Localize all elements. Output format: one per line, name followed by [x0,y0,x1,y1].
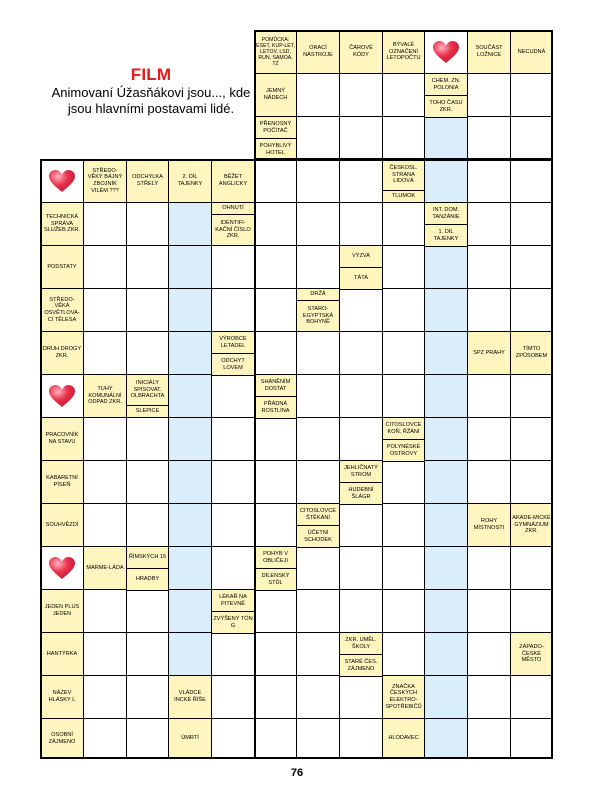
answer-cell[interactable] [168,331,212,375]
answer-cell[interactable] [211,503,255,547]
answer-cell[interactable] [382,632,425,676]
answer-cell[interactable] [339,503,383,547]
clue-cell: ČESKOSL. STRANA LIDOVÁ [382,159,425,191]
answer-cell[interactable] [168,417,212,461]
answer-cell[interactable] [126,417,169,461]
clue-cell: ODCHYLKA STŘELY [126,159,169,203]
answer-cell[interactable] [424,632,468,676]
answer-cell[interactable] [339,718,383,759]
clue-cell: SPZ PRAHY [467,331,511,375]
answer-cell[interactable] [296,589,340,633]
clue-cell: ODCHYT LOVEM [211,353,255,376]
clue-cell: TÍMTO ZPŮSOBEM [510,331,553,375]
answer-cell[interactable] [296,116,340,160]
answer-cell[interactable] [211,632,255,676]
clue-cell: POLYNÉSKÉ OSTROVY [382,439,425,462]
answer-cell[interactable] [510,73,553,117]
clue-cell: ÚMRTÍ [168,718,212,759]
answer-cell[interactable] [168,546,212,590]
answer-cell[interactable] [467,546,511,590]
answer-cell[interactable] [424,503,468,547]
answer-cell[interactable] [83,288,127,332]
answer-cell[interactable] [339,417,383,461]
answer-cell[interactable] [296,73,340,117]
answer-cell[interactable] [126,460,169,504]
answer-cell[interactable] [254,503,297,547]
answer-cell[interactable] [510,245,553,289]
clue-cell: STŘEDO-VĚKÝ BÁJNÝ ZBOJNÍK VILÉM ??? [83,159,127,203]
answer-cell[interactable] [339,589,383,633]
answer-cell[interactable] [339,202,383,246]
answer-cell[interactable] [211,245,255,289]
answer-cell[interactable] [424,460,468,504]
clue-cell: SOUČÁST LOŽNICE [467,30,511,74]
clue-cell: PODSTATY [40,245,84,289]
clue-cell: ŘÍMSKÝCH 15 [126,546,169,569]
heart-icon [40,374,84,418]
puzzle-title: FILM [130,65,172,84]
answer-cell[interactable] [296,460,340,504]
clue-cell: OSOBNÍ ZÁJMENO [40,718,84,759]
answer-cell[interactable] [83,718,127,759]
page-number: 76 [290,767,304,779]
answer-cell[interactable] [510,159,553,203]
answer-cell[interactable] [211,546,255,590]
clue-cell: HANTÝRKA [40,632,84,676]
clue-cell: VLÁDCE INCKÉ ŘÍŠE [168,675,212,719]
clue-cell: STŘEDO-VĚKÁ OSVĚTLOVA-CÍ TĚLESA [40,288,84,332]
answer-cell[interactable] [254,718,297,759]
clue-cell: STARÉ ČES. ZÁJMENO [339,654,383,677]
answer-cell[interactable] [339,675,383,719]
answer-cell[interactable] [382,460,425,504]
answer-cell[interactable] [467,589,511,633]
answer-cell[interactable] [339,331,383,375]
answer-cell[interactable] [382,73,425,117]
answer-cell[interactable] [254,202,297,246]
answer-cell[interactable] [126,202,169,246]
answer-cell[interactable] [510,546,553,590]
answer-cell[interactable] [126,718,169,759]
clue-cell: ZKR. UMĚL. ŠKOLY [339,632,383,655]
answer-cell[interactable] [83,460,127,504]
answer-cell[interactable] [296,159,340,203]
clue-cell: ZVÝŠENÝ TÓN G [211,611,255,634]
answer-cell[interactable] [424,245,468,289]
answer-cell[interactable] [467,632,511,676]
answer-cell[interactable] [83,417,127,461]
answer-cell[interactable] [467,202,511,246]
clue-cell: LÉKAŘ NA PITEVNĚ [211,589,255,612]
answer-cell[interactable] [168,202,212,246]
clue-cell: BĚŽET ANGLICKY [211,159,255,203]
clue-cell: INT. DOM. TANZÁNIE [424,202,468,225]
clue-cell: JEMNÝ NÁDECH [254,73,297,117]
clue-cell: SLEPICE [126,405,169,418]
clue-cell: HUDEBNÍ ŠLÁGR [339,482,383,505]
answer-cell[interactable] [254,675,297,719]
clue-cell: CHEM. ZN. POLONIA [424,73,468,96]
clue-cell: TOHO ČASU ZKR. [424,95,468,118]
answer-cell[interactable] [382,288,425,332]
clue-cell: CITOSLOVCE ŠTĚKÁNÍ [296,503,340,526]
clue-cell: VÝZVA [339,245,383,268]
answer-cell[interactable] [467,288,511,332]
answer-cell[interactable] [467,460,511,504]
answer-cell[interactable] [424,675,468,719]
answer-cell[interactable] [296,331,340,375]
heart-icon [40,159,84,203]
clue-cell: STARO-EGYPTSKÁ BOHYNĚ [296,300,340,332]
answer-cell[interactable] [211,460,255,504]
answer-cell[interactable] [296,245,340,289]
answer-cell[interactable] [211,417,255,461]
answer-cell[interactable] [339,374,383,418]
answer-cell[interactable] [126,675,169,719]
answer-cell[interactable] [510,374,553,418]
clue-cell: 2. DÍL TAJENKY [168,159,212,203]
answer-cell[interactable] [126,503,169,547]
answer-cell[interactable] [168,460,212,504]
answer-cell[interactable] [510,460,553,504]
answer-cell[interactable] [254,589,297,633]
answer-cell[interactable] [211,288,255,332]
answer-cell[interactable] [339,159,383,203]
clue-cell: ZÁPADO-ČESKÉ MĚSTO [510,632,553,676]
answer-cell[interactable] [168,632,212,676]
answer-cell[interactable] [424,288,468,332]
answer-cell[interactable] [467,718,511,759]
answer-cell[interactable] [211,675,255,719]
puzzle-subtitle: Animovaní Úžasňákovi jsou..., kde jsou hlavními postavami lidé. [51,85,251,116]
answer-cell[interactable] [467,374,511,418]
answer-cell[interactable] [296,546,340,590]
clue-cell: INICIÁLY SPISOVAT. OLBRACHTA [126,374,169,406]
answer-cell[interactable] [211,718,255,759]
answer-cell[interactable] [510,202,553,246]
clue-cell: KABARETNÍ PÍSEŇ [40,460,84,504]
answer-cell[interactable] [296,202,340,246]
answer-cell[interactable] [510,417,553,461]
clue-cell: JEHLIČNATÝ STROM [339,460,383,483]
answer-cell[interactable] [424,331,468,375]
answer-cell[interactable] [126,632,169,676]
clue-cell: 1. DÍL TAJENKY [424,224,468,247]
clue-cell: TÁTA [339,267,383,290]
answer-cell[interactable] [510,718,553,759]
heart-icon [424,30,468,74]
clue-cell: BÝVALÉ OZNAČENÍ LETOPOČTU [382,30,425,74]
answer-cell[interactable] [83,202,127,246]
clue-cell: AKADE-MICKÉ GYMNÁZIUM ZKR. [510,503,553,547]
answer-cell[interactable] [382,202,425,246]
answer-cell[interactable] [467,73,511,117]
clue-cell: SHÁNĚNÍM DOSTAT [254,374,297,397]
clue-cell: HLODAVEC [382,718,425,759]
clue-cell: PRACOVNÍK NA STAVU [40,417,84,461]
answer-cell[interactable] [382,589,425,633]
clue-cell: HRADBY [126,568,169,591]
answer-cell[interactable] [424,546,468,590]
answer-cell[interactable] [254,245,297,289]
clue-cell: TUHÝ KOMUNÁLNÍ ODPAD ZKR. [83,374,127,418]
clue-cell: SOUHVĚZDÍ [40,503,84,547]
answer-cell[interactable] [339,288,383,332]
clue-cell: IDENTIFI-KAČNÍ ČÍSLO ZKR. [211,214,255,246]
clue-cell: JEDEN PLUS JEDEN [40,589,84,633]
answer-cell[interactable] [467,675,511,719]
answer-cell[interactable] [510,675,553,719]
answer-cell[interactable] [467,116,511,160]
clue-cell: NECUDNÁ [510,30,553,74]
answer-cell[interactable] [296,718,340,759]
answer-cell[interactable] [296,374,340,418]
answer-cell[interactable] [83,632,127,676]
answer-cell[interactable] [254,159,297,203]
answer-cell[interactable] [168,503,212,547]
answer-cell[interactable] [339,116,383,160]
clue-cell: ÚČETNÍ SCHODEK [296,525,340,548]
answer-cell[interactable] [296,632,340,676]
answer-cell[interactable] [424,116,468,160]
answer-cell[interactable] [382,503,425,547]
clue-cell: DÍLENSKÝ STŮL [254,568,297,591]
answer-cell[interactable] [424,159,468,203]
answer-cell[interactable] [254,331,297,375]
answer-cell[interactable] [168,245,212,289]
answer-cell[interactable] [510,288,553,332]
answer-cell[interactable] [254,417,297,461]
answer-cell[interactable] [126,245,169,289]
clue-cell: ZNAČKA ČESKÝCH ELEKTRO-SPOTŘEBIČŮ [382,675,425,719]
clue-cell: POHYBLIVÝ HOTEL [254,138,297,161]
clue-cell: PŘÁDNÁ ROSTLINA [254,396,297,419]
answer-cell[interactable] [467,245,511,289]
answer-cell[interactable] [296,675,340,719]
clue-cell: ČÁROVÉ KÓDY [339,30,383,74]
answer-cell[interactable] [168,288,212,332]
answer-cell[interactable] [339,546,383,590]
heart-icon [40,546,84,590]
clue-cell: TECHNICKÁ SPRÁVA SLUŽEB ZKR. [40,202,84,246]
clue-cell: POHYB V OBLIČEJI [254,546,297,569]
answer-cell[interactable] [339,73,383,117]
answer-cell[interactable] [211,374,255,418]
clue-cell: NÁZEV HLÁSKY L [40,675,84,719]
answer-cell[interactable] [254,460,297,504]
answer-cell[interactable] [126,288,169,332]
answer-cell[interactable] [424,417,468,461]
answer-cell[interactable] [126,589,169,633]
clue-cell: DRUH DROGY ZKR. [40,331,84,375]
answer-cell[interactable] [467,159,511,203]
hint-box: POMŮCKA: ESET, KUP-LET, LETOV, LSD, RUN, SAMOA, TZ [254,30,297,74]
answer-cell[interactable] [510,589,553,633]
answer-cell[interactable] [296,417,340,461]
clue-cell: TLUMOK [382,190,425,203]
clue-cell: DRŽÁ [296,288,340,301]
answer-cell[interactable] [382,374,425,418]
answer-cell[interactable] [83,675,127,719]
answer-cell[interactable] [382,245,425,289]
answer-cell[interactable] [83,245,127,289]
answer-cell[interactable] [424,589,468,633]
clue-cell: CITOSLOVCE KOŇ. ŘŽÁNÍ [382,417,425,440]
clue-cell: MARME-LÁDA [83,546,127,590]
answer-cell[interactable] [168,589,212,633]
answer-cell[interactable] [83,331,127,375]
clue-cell: OHNUTÍ [211,202,255,215]
answer-cell[interactable] [424,718,468,759]
answer-cell[interactable] [382,546,425,590]
answer-cell[interactable] [424,374,468,418]
answer-cell[interactable] [254,288,297,332]
answer-cell[interactable] [83,589,127,633]
answer-cell[interactable] [467,417,511,461]
clue-cell: ORACÍ NÁSTROJE [296,30,340,74]
clue-cell: VÝROBCE LETADEL [211,331,255,354]
answer-cell[interactable] [382,331,425,375]
answer-cell[interactable] [168,374,212,418]
answer-cell[interactable] [382,116,425,160]
answer-cell[interactable] [83,503,127,547]
clue-cell: PŘENOSNÝ POČÍTAČ [254,116,297,139]
answer-cell[interactable] [510,116,553,160]
answer-cell[interactable] [126,331,169,375]
clue-cell: ROHY MÍSTNOSTI [467,503,511,547]
answer-cell[interactable] [254,632,297,676]
